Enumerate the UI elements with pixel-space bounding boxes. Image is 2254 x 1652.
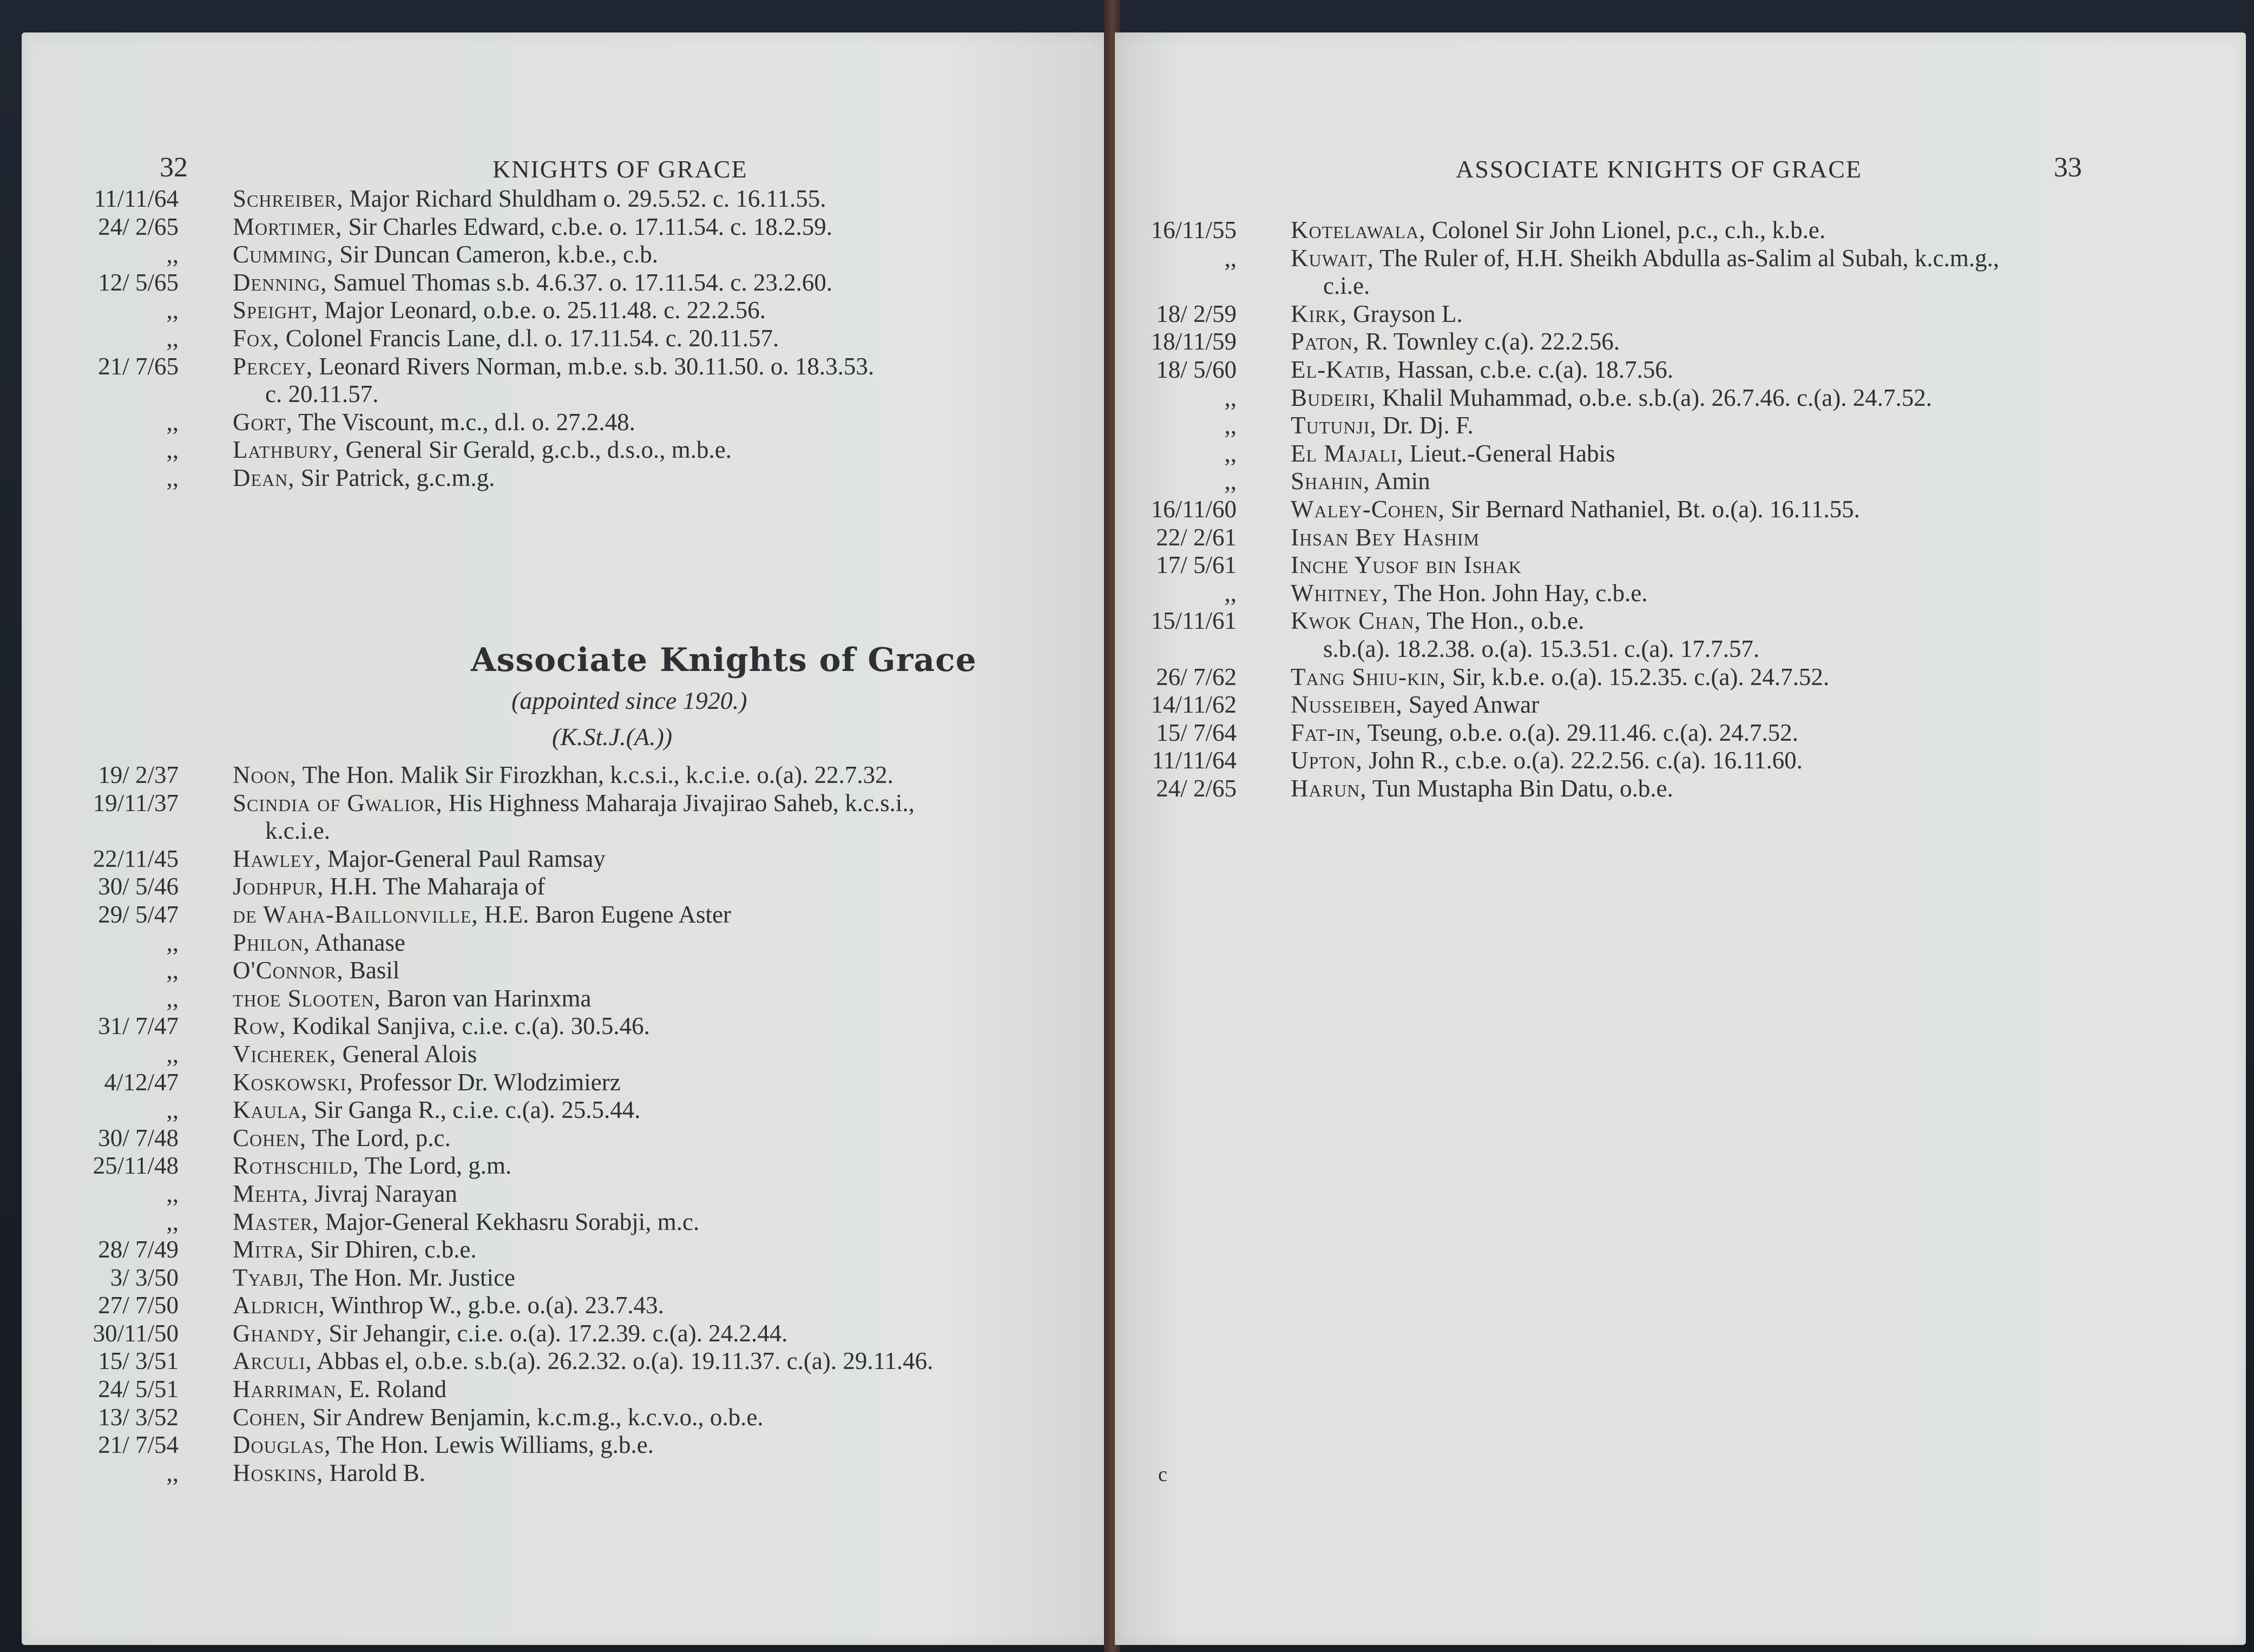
list-item [54, 380, 1093, 409]
entry-text [233, 1041, 477, 1069]
entry-text [233, 1124, 451, 1153]
signature-mark: c [1158, 1463, 1167, 1486]
entry-details: General Sir Gerald, g.c.b., d.s.o., m.b.e. [339, 436, 732, 464]
entry-date: ,, [1224, 412, 1237, 439]
entry-date: ,, [166, 1208, 179, 1235]
entry-date: 18/ 2/59 [1156, 300, 1237, 327]
entry-date: 30/ 7/48 [98, 1124, 179, 1151]
entry-date: 4/12/47 [104, 1068, 179, 1096]
entry-date: ,, [1224, 439, 1237, 467]
list-item [1112, 328, 2227, 356]
entry-name: Harriman, [233, 1375, 343, 1403]
entry-text [1291, 300, 1463, 328]
entry-text [1291, 328, 1620, 356]
entry-name: Scindia of Gwalior, [233, 789, 443, 817]
list-item [54, 1124, 1093, 1153]
entry-text [233, 1404, 764, 1432]
list-item [54, 185, 1093, 213]
left-page [22, 32, 1109, 1645]
entry-list-associates-cont [1112, 216, 2227, 802]
entry-date: 28/ 7/49 [98, 1236, 179, 1263]
entry-details: Major Richard Shuldham o. 29.5.52. c. 16.11.55. [343, 185, 826, 212]
entry-name: Ghandy, [233, 1319, 323, 1347]
entry-text [1323, 635, 1759, 663]
list-item [1112, 691, 2227, 719]
list-item [54, 873, 1093, 901]
entry-name: Kwok Chan, [1291, 607, 1421, 635]
entry-name: Inche Yusof bin Ishak [1291, 551, 1522, 579]
entry-details: Winthrop W., g.b.e. o.(a). 23.7.43. [325, 1292, 664, 1319]
entry-date: ,, [166, 984, 179, 1012]
entry-text [233, 436, 732, 464]
entry-date: 26/ 7/62 [1156, 663, 1237, 690]
entry-date: ,, [166, 324, 179, 352]
entry-text [233, 213, 832, 241]
entry-name: Cohen, [233, 1403, 307, 1431]
entry-text [233, 409, 635, 437]
entry-details: Sir Charles Edward, c.b.e. o. 17.11.54. c. 18.2.59. [342, 213, 833, 240]
entry-text [233, 761, 893, 789]
entry-name: Cohen, [233, 1124, 307, 1151]
entry-date: ,, [166, 436, 179, 464]
entry-name: Nusseibeh, [1291, 691, 1403, 719]
entry-date: ,, [166, 1459, 179, 1486]
entry-details: The Lord, p.c. [306, 1124, 451, 1151]
list-item [54, 1431, 1093, 1459]
entry-date: 29/ 5/47 [98, 900, 179, 928]
entry-date: ,, [166, 1180, 179, 1207]
list-item [54, 1152, 1093, 1180]
entry-text [233, 353, 874, 381]
entry-date: 14/11/62 [1151, 691, 1237, 719]
entry-date: 15/11/61 [1151, 607, 1237, 635]
list-item [54, 1012, 1093, 1041]
list-item [54, 901, 1093, 929]
entry-details: Tun Mustapha Bin Datu, o.b.e. [1366, 774, 1673, 802]
entry-text [233, 901, 731, 929]
entry-details: H.H. The Maharaja of [324, 873, 546, 900]
entry-text [233, 873, 545, 901]
entry-text [233, 464, 495, 492]
entry-details: John R., c.b.e. o.(a). 22.2.56. c.(a). 16.11.60. [1362, 747, 1803, 774]
entry-details: E. Roland [343, 1375, 447, 1403]
list-item [54, 1180, 1093, 1208]
entry-details: Grayson L. [1346, 300, 1463, 327]
list-item [54, 1320, 1093, 1348]
entry-details: Sir Jehangir, c.i.e. o.(a). 17.2.39. c.(a). 24.2.44. [323, 1319, 788, 1347]
list-item [54, 929, 1093, 957]
entry-name: Upton, [1291, 747, 1363, 774]
entry-date: ,, [1224, 384, 1237, 411]
list-item [1112, 356, 2227, 384]
list-item [54, 1292, 1093, 1320]
entry-date: 11/11/64 [1152, 747, 1237, 774]
entry-name: Kaula, [233, 1096, 308, 1124]
entry-date: 15/ 7/64 [1156, 719, 1237, 746]
entry-text [233, 1292, 664, 1320]
entry-name: Tyabji, [233, 1263, 305, 1291]
list-item [54, 269, 1093, 297]
entry-date: 24/ 2/65 [98, 213, 179, 240]
entry-details: Colonel Francis Lane, d.l. o. 17.11.54. c. 20.11.57. [279, 324, 779, 352]
entry-details: Sayed Anwar [1402, 691, 1540, 719]
entry-name: Mitra, [233, 1236, 304, 1263]
entry-details: The Ruler of, H.H. Sheikh Abdulla as-Salim al Subah, k.c.m.g., [1374, 244, 2000, 272]
entry-name: Kirk, [1291, 300, 1347, 327]
entry-name: Row, [233, 1012, 286, 1040]
entry-text [233, 325, 779, 353]
entry-text [1291, 356, 1673, 384]
entry-name: thoe Slooten, [233, 984, 381, 1012]
entry-text [233, 1264, 515, 1292]
entry-text [1323, 272, 1370, 300]
entry-date: ,, [166, 957, 179, 984]
entry-text [233, 957, 399, 985]
entry-details: The Hon., o.b.e. [1421, 607, 1585, 635]
entry-name: Vicherek, [233, 1040, 337, 1068]
entry-text [1291, 775, 1673, 803]
list-item [1112, 384, 2227, 412]
entry-date: 11/11/64 [94, 185, 179, 212]
entry-name: Hawley, [233, 845, 321, 872]
entry-text [1291, 245, 1999, 273]
list-item [1112, 580, 2227, 608]
entry-name: Douglas, [233, 1431, 331, 1459]
entry-text [233, 1180, 457, 1208]
list-item [1112, 551, 2227, 580]
entry-text [1291, 496, 1860, 524]
entry-name: Schreiber, [233, 185, 344, 212]
entry-details: The Hon. Lewis Williams, g.b.e. [331, 1431, 654, 1459]
entry-date: 18/ 5/60 [1156, 356, 1237, 383]
entry-date: 13/ 3/52 [98, 1403, 179, 1431]
entry-list-knights [54, 185, 1093, 492]
entry-date: 19/11/37 [93, 789, 179, 817]
list-item [54, 761, 1093, 789]
entry-text [233, 1375, 446, 1404]
list-item [54, 1096, 1093, 1124]
entry-date: 18/11/59 [1151, 328, 1237, 356]
entry-date: ,, [166, 297, 179, 324]
entry-details: Baron van Harinxma [380, 984, 592, 1012]
entry-details: Professor Dr. Wlodzimierz [353, 1068, 621, 1096]
entry-details: s.b.(a). 18.2.38. o.(a). 15.3.51. c.(a). 17.7.57. [1323, 635, 1760, 662]
entry-details: Tseung, o.b.e. o.(a). 29.11.46. c.(a). 24.7.52. [1362, 719, 1798, 746]
list-item [54, 985, 1093, 1013]
list-item [1112, 719, 2227, 747]
entry-date: 27/ 7/50 [98, 1292, 179, 1319]
entry-name: Gort, [233, 408, 293, 436]
entry-name: Whitney, [1291, 579, 1389, 607]
list-item [1112, 775, 2227, 803]
entry-name: Tang Shiu-kin, [1291, 663, 1447, 690]
list-item [54, 436, 1093, 464]
entry-date: 25/11/48 [93, 1152, 179, 1180]
entry-date: ,, [166, 408, 179, 436]
entry-name: Shahin, [1291, 468, 1370, 495]
entry-name: Kuwait, [1291, 244, 1374, 272]
entry-text [1291, 607, 1584, 635]
running-head: ASSOCIATE KNIGHTS OF GRACE [1456, 155, 1863, 183]
page-number: 33 [2054, 152, 2082, 183]
entry-date: 30/ 5/46 [98, 873, 179, 900]
entry-details: Sir Patrick, g.c.m.g. [294, 464, 495, 491]
entry-name: Master, [233, 1208, 319, 1235]
section-abbrev: (K.St.J.(A.)) [552, 723, 673, 751]
entry-details: R. Townley c.(a). 22.2.56. [1359, 328, 1620, 356]
entry-text [265, 380, 379, 409]
entry-name: Hoskins, [233, 1459, 324, 1486]
entry-date: 24/ 5/51 [98, 1375, 179, 1403]
entry-date: 16/11/60 [1151, 495, 1237, 523]
entry-text [1291, 216, 1825, 245]
list-item [54, 1208, 1093, 1236]
list-item [54, 464, 1093, 492]
entry-details: Major Leonard, o.b.e. o. 25.11.48. c. 22.2.56. [318, 297, 766, 324]
entry-details: Lieut.-General Habis [1403, 439, 1615, 467]
entry-date: ,, [1224, 579, 1237, 607]
entry-date: 21/ 7/54 [98, 1431, 179, 1459]
list-item [1112, 524, 2227, 552]
entry-name: Denning, [233, 268, 327, 296]
entry-date: ,, [166, 241, 179, 268]
entry-name: de Waha-Baillonville, [233, 900, 478, 928]
entry-name: Fox, [233, 324, 280, 352]
entry-details: Khalil Muhammad, o.b.e. s.b.(a). 26.7.46. c.(a). 24.7.52. [1376, 384, 1932, 411]
section-subtitle: (appointed since 1920.) [511, 687, 747, 714]
entry-text [233, 845, 606, 873]
entry-details: Sir, k.b.e. o.(a). 15.2.35. c.(a). 24.7.52. [1446, 663, 1830, 690]
list-item [54, 1375, 1093, 1404]
entry-date: ,, [1224, 468, 1237, 495]
entry-text [233, 1236, 477, 1264]
entry-details: Sir Andrew Benjamin, k.c.m.g., k.c.v.o., o.b.e. [306, 1403, 764, 1431]
entry-details: Samuel Thomas s.b. 4.6.37. o. 17.11.54. c. 23.2.60. [327, 268, 833, 296]
list-item [1112, 412, 2227, 440]
entry-details: Major-General Kekhasru Sorabji, m.c. [319, 1208, 700, 1235]
entry-text [233, 1069, 621, 1097]
entry-date: 22/ 2/61 [1156, 523, 1237, 551]
list-item [54, 957, 1093, 985]
list-item [1112, 747, 2227, 775]
entry-name: Percey, [233, 352, 313, 380]
entry-text [233, 1431, 654, 1459]
list-item [1112, 440, 2227, 468]
entry-details: Abbas el, o.b.e. s.b.(a). 26.2.32. o.(a). 19.11.37. c.(a). 29.11.46. [312, 1347, 934, 1375]
entry-date: 17/ 5/61 [1156, 551, 1237, 579]
entry-details: The Hon. Malik Sir Firozkhan, k.c.s.i., k.c.i.e. o.(a). 22.7.32. [297, 761, 893, 788]
entry-details: Harold B. [323, 1459, 426, 1486]
entry-details: Major-General Paul Ramsay [321, 845, 606, 872]
entry-date: 12/ 5/65 [98, 268, 179, 296]
entry-name: Koskowski, [233, 1068, 353, 1096]
list-item [1112, 272, 2227, 300]
list-item [54, 1404, 1093, 1432]
entry-date: ,, [1224, 244, 1237, 272]
list-item [54, 241, 1093, 269]
entry-details: Sir Bernard Nathaniel, Bt. o.(a). 16.11.55. [1444, 495, 1860, 523]
entry-name: Ihsan Bey Hashim [1291, 523, 1480, 551]
list-item [54, 409, 1093, 437]
entry-date: 3/ 3/50 [110, 1263, 179, 1291]
list-item [54, 297, 1093, 325]
list-item [54, 1069, 1093, 1097]
entry-date: ,, [166, 1096, 179, 1124]
list-item [54, 845, 1093, 873]
entry-name: Speight, [233, 297, 319, 324]
entry-text [1291, 440, 1615, 468]
entry-text [233, 985, 591, 1013]
entry-name: Rothschild, [233, 1152, 359, 1180]
list-item [1112, 607, 2227, 635]
list-item [54, 1041, 1093, 1069]
entry-date: 31/ 7/47 [98, 1012, 179, 1040]
entry-details: Sir Ganga R., c.i.e. c.(a). 25.5.44. [307, 1096, 641, 1124]
entry-details: Hassan, c.b.e. c.(a). 18.7.56. [1391, 356, 1673, 383]
entry-details: Jivraj Narayan [308, 1180, 457, 1207]
list-item [54, 1264, 1093, 1292]
list-item [1112, 663, 2227, 692]
entry-details: The Hon. Mr. Justice [304, 1263, 516, 1291]
list-item [1112, 635, 2227, 663]
entry-details: Colonel Sir John Lionel, p.c., c.h., k.b.e. [1425, 216, 1826, 243]
entry-details: c. 20.11.57. [265, 380, 379, 408]
section-title: Associate Knights of Grace [471, 641, 977, 679]
entry-text [1291, 580, 1647, 608]
list-item [1112, 300, 2227, 328]
entry-text [233, 1459, 425, 1488]
running-head: KNIGHTS OF GRACE [492, 155, 748, 183]
entry-date: ,, [166, 929, 179, 956]
entry-name: Arculi, [233, 1347, 312, 1375]
entry-details: Leonard Rivers Norman, m.b.e. s.b. 30.11.50. o. 18.3.53. [313, 352, 875, 380]
entry-text [1291, 551, 1522, 580]
entry-details: H.E. Baron Eugene Aster [478, 900, 732, 928]
entry-name: Waley-Cohen, [1291, 495, 1445, 523]
entry-text [233, 1347, 933, 1375]
entry-name: Budeiri, [1291, 384, 1376, 411]
entry-text [233, 1320, 788, 1348]
entry-details: k.c.i.e. [265, 817, 330, 845]
entry-text [233, 185, 826, 213]
entry-text [1291, 412, 1474, 440]
entry-name: El Majali, [1291, 439, 1404, 467]
entry-list-associates [54, 761, 1093, 1487]
entry-details: c.i.e. [1323, 272, 1370, 300]
right-page [1115, 32, 2246, 1645]
list-item [54, 817, 1093, 845]
entry-text [1291, 468, 1430, 496]
entry-details: Athanase [310, 929, 406, 956]
entry-details: His Highness Maharaja Jivajirao Saheb, k.c.s.i., [442, 789, 915, 817]
entry-name: Harun, [1291, 774, 1367, 802]
entry-details: The Hon. John Hay, c.b.e. [1388, 579, 1648, 607]
entry-details: Sir Dhiren, c.b.e. [304, 1236, 477, 1263]
entry-text [1291, 524, 1480, 552]
entry-text [233, 297, 766, 325]
entry-name: Cumming, [233, 241, 334, 268]
entry-name: Noon, [233, 761, 297, 788]
entry-text [1291, 663, 1829, 692]
entry-date: ,, [166, 464, 179, 491]
entry-text [233, 1208, 699, 1236]
entry-text [233, 1152, 511, 1180]
entry-text [265, 817, 330, 845]
entry-details: Basil [343, 957, 400, 984]
entry-text [1291, 719, 1798, 747]
entry-date: 15/ 3/51 [98, 1347, 179, 1375]
entry-date: ,, [166, 1040, 179, 1068]
entry-details: Amin [1370, 468, 1430, 495]
entry-name: Paton, [1291, 328, 1360, 356]
entry-name: Dean, [233, 464, 295, 491]
list-item [54, 1459, 1093, 1488]
entry-date: 21/ 7/65 [98, 352, 179, 380]
entry-details: General Alois [336, 1040, 477, 1068]
list-item [54, 325, 1093, 353]
entry-name: O'Connor, [233, 957, 344, 984]
entry-text [233, 1012, 650, 1041]
entry-name: Kotelawala, [1291, 216, 1426, 243]
list-item [1112, 216, 2227, 245]
entry-text [233, 929, 405, 957]
entry-name: El-Katib, [1291, 356, 1391, 383]
list-item [54, 213, 1093, 241]
entry-details: Dr. Dj. F. [1376, 412, 1474, 439]
entry-text [1291, 691, 1539, 719]
list-item [54, 789, 1093, 818]
page-number: 32 [160, 152, 188, 183]
entry-date: 16/11/55 [1151, 216, 1237, 243]
entry-date: 19/ 2/37 [98, 761, 179, 788]
entry-details: The Lord, g.m. [359, 1152, 512, 1180]
list-item [1112, 496, 2227, 524]
entry-details: Sir Duncan Cameron, k.b.e., c.b. [333, 241, 659, 268]
list-item [1112, 245, 2227, 273]
entry-name: Mortimer, [233, 213, 343, 240]
entry-text [1291, 384, 1932, 412]
entry-date: 24/ 2/65 [1156, 774, 1237, 802]
entry-name: Aldrich, [233, 1292, 325, 1319]
entry-date: 30/11/50 [93, 1319, 179, 1347]
entry-text [233, 789, 915, 818]
entry-text [233, 269, 832, 297]
entry-text [1291, 747, 1803, 775]
list-item [1112, 468, 2227, 496]
list-item [54, 353, 1093, 381]
entry-name: Fat-in, [1291, 719, 1362, 746]
entry-date: 22/11/45 [93, 845, 179, 872]
entry-name: Philon, [233, 929, 310, 956]
entry-name: Mehta, [233, 1180, 309, 1207]
list-item [54, 1347, 1093, 1375]
list-item [54, 1236, 1093, 1264]
entry-text [233, 1096, 640, 1124]
entry-details: The Viscount, m.c., d.l. o. 27.2.48. [292, 408, 635, 436]
entry-name: Jodhpur, [233, 873, 324, 900]
entry-text [233, 241, 658, 269]
entry-name: Lathbury, [233, 436, 340, 464]
entry-name: Tutunji, [1291, 412, 1377, 439]
entry-details: Kodikal Sanjiva, c.i.e. c.(a). 30.5.46. [286, 1012, 650, 1040]
